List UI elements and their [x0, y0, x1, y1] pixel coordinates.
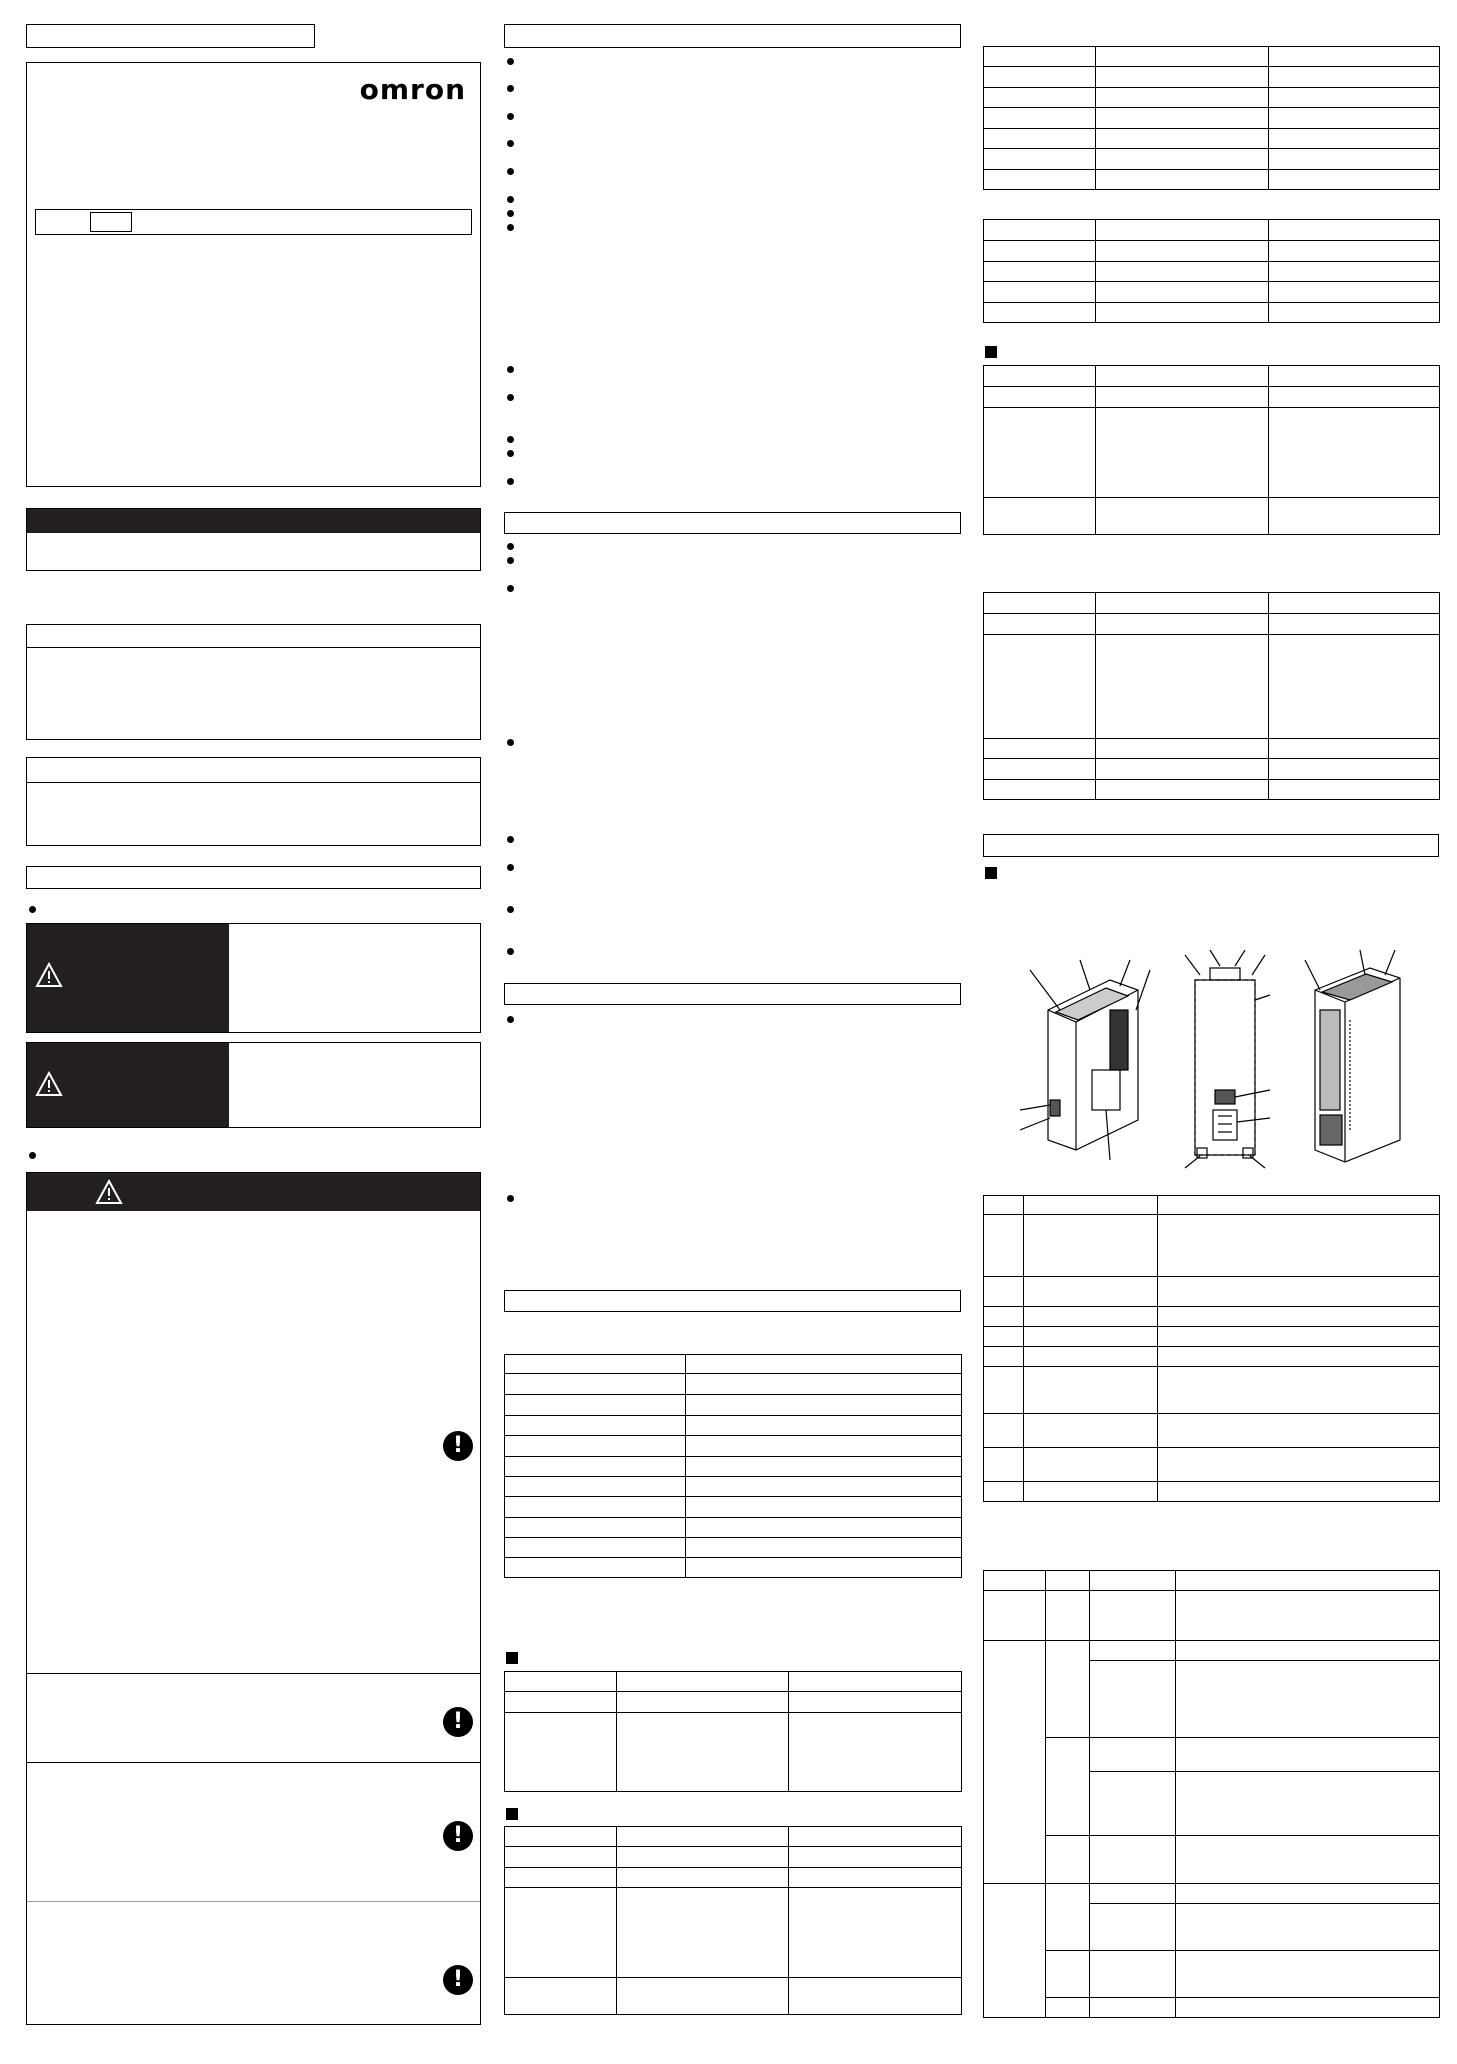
mandatory-action-icon: ! [443, 1431, 473, 1461]
table-cell [1090, 1884, 1176, 1904]
table-cell [505, 1395, 686, 1416]
table-cell [617, 1888, 789, 1978]
table-cell [1024, 1277, 1158, 1307]
table-cell [1096, 408, 1269, 498]
table-cell [984, 170, 1096, 190]
table-cell [505, 1497, 686, 1518]
table-cell [1269, 108, 1440, 129]
table-cell [984, 1307, 1024, 1327]
table-cell [505, 1692, 617, 1713]
table-cell [1269, 88, 1440, 108]
table-cell [1269, 593, 1440, 614]
table-cell [1024, 1482, 1158, 1502]
table-cell [1269, 129, 1440, 149]
table-cell [789, 1827, 962, 1847]
warning-triangle-icon [35, 962, 63, 988]
unit-illustrations [1020, 950, 1440, 1170]
table-cell [1269, 635, 1440, 739]
table-cell [1090, 1591, 1176, 1641]
caution-label-panel [27, 1043, 229, 1127]
table-cell [1046, 1951, 1090, 1998]
table-cell [984, 739, 1096, 759]
table-cell [984, 303, 1096, 323]
right-table-3 [983, 365, 1440, 535]
table-cell [984, 47, 1096, 67]
bullet-icon [507, 585, 514, 592]
table-cell [1158, 1215, 1440, 1277]
table-cell [505, 1374, 686, 1395]
table-cell [1269, 366, 1440, 387]
table-cell [1158, 1307, 1440, 1327]
table-cell [1046, 1571, 1090, 1591]
table-cell [1096, 387, 1269, 408]
bullet-icon [507, 140, 514, 147]
table-cell [1024, 1327, 1158, 1347]
table-cell [1024, 1448, 1158, 1482]
table-cell [1046, 1738, 1090, 1836]
table-cell [1090, 1836, 1176, 1884]
table-cell [984, 759, 1096, 780]
table-cell [984, 1591, 1046, 1641]
bullet-icon [507, 224, 514, 231]
table-cell [1158, 1196, 1440, 1215]
table-cell [617, 1692, 789, 1713]
table-cell [686, 1374, 962, 1395]
bullet-icon [507, 210, 514, 217]
table-cell [1096, 614, 1269, 635]
bullet-icon [507, 1195, 514, 1202]
bullet-icon [507, 450, 514, 457]
warning-section-banner [27, 1173, 480, 1211]
table-cell [1158, 1347, 1440, 1367]
table-cell [1096, 780, 1269, 800]
mid-heading-box-1 [504, 24, 961, 48]
table-cell [984, 67, 1096, 88]
table-cell [1269, 303, 1440, 323]
table-cell [1096, 366, 1269, 387]
bullet-icon [507, 394, 514, 401]
table-cell [1096, 739, 1269, 759]
bullet-icon [507, 113, 514, 120]
table-cell [984, 614, 1096, 635]
table-cell [984, 498, 1096, 535]
parts-names-table [983, 1195, 1440, 1502]
table-cell [984, 780, 1096, 800]
table-cell [505, 1978, 617, 2015]
caution-definition-box [26, 1042, 481, 1128]
table-cell [1269, 282, 1440, 303]
table-cell [617, 1827, 789, 1847]
bullet-icon [507, 1016, 514, 1023]
table-cell [1090, 1661, 1176, 1738]
table-cell [1158, 1277, 1440, 1307]
bullet-icon [507, 366, 514, 373]
table-cell [984, 1215, 1024, 1277]
table-cell [505, 1888, 617, 1978]
table-cell [984, 635, 1096, 739]
general-specifications-table [504, 1354, 962, 1578]
right-table-1 [983, 46, 1440, 190]
precautions-heading-box [26, 866, 481, 889]
mandatory-action-icon: ! [443, 1965, 473, 1995]
table-cell [1090, 1998, 1176, 2018]
spec-table-b [504, 1826, 962, 2015]
table-cell [984, 1641, 1046, 1884]
table-cell [984, 282, 1096, 303]
table-cell [1046, 1641, 1090, 1738]
table-cell [984, 366, 1096, 387]
table-cell [984, 1482, 1024, 1502]
table-cell [505, 1457, 686, 1477]
bullet-icon [507, 85, 514, 92]
table-cell [505, 1672, 617, 1692]
table-cell [789, 1713, 962, 1792]
table-cell [984, 593, 1096, 614]
section-square-icon [506, 1808, 518, 1820]
table-cell [1096, 170, 1269, 190]
table-cell [1158, 1367, 1440, 1414]
table-cell [984, 1448, 1024, 1482]
warning-divider [27, 1673, 480, 1674]
table-cell [686, 1518, 962, 1538]
table-cell [1269, 262, 1440, 282]
table-cell [1176, 1772, 1440, 1836]
table-cell [789, 1847, 962, 1868]
table-cell [1158, 1414, 1440, 1448]
right-table-4 [983, 592, 1440, 800]
table-cell [1096, 262, 1269, 282]
table-cell [1269, 498, 1440, 535]
table-cell [686, 1436, 962, 1457]
notice-box [26, 508, 481, 571]
table-cell [1024, 1414, 1158, 1448]
table-cell [1269, 149, 1440, 170]
section-box-2-divider [27, 782, 480, 783]
table-cell [617, 1672, 789, 1692]
mandatory-action-icon: ! [443, 1707, 473, 1737]
notice-banner [27, 509, 480, 533]
table-cell [1096, 129, 1269, 149]
table-cell [1176, 1738, 1440, 1772]
table-cell [1090, 1904, 1176, 1951]
right-table-2 [983, 219, 1440, 323]
table-cell [1024, 1367, 1158, 1414]
table-cell [1096, 241, 1269, 262]
bullet-icon [507, 739, 514, 746]
table-cell [984, 108, 1096, 129]
table-cell [1096, 88, 1269, 108]
table-cell [1090, 1571, 1176, 1591]
table-cell [686, 1538, 962, 1558]
table-cell [505, 1518, 686, 1538]
bullet-icon [29, 1152, 36, 1159]
specifications-heading-box [504, 1290, 961, 1312]
bullet-icon [507, 906, 514, 913]
model-number-box [90, 212, 132, 232]
table-cell [505, 1355, 686, 1374]
table-cell [1096, 108, 1269, 129]
table-cell [1096, 67, 1269, 88]
table-cell [1176, 1571, 1440, 1591]
table-cell [1096, 635, 1269, 739]
table-cell [1096, 149, 1269, 170]
bullet-icon [507, 557, 514, 564]
table-cell [984, 1571, 1046, 1591]
section-box-2 [26, 757, 481, 846]
right-heading-box [983, 834, 1439, 857]
bullet-icon [507, 948, 514, 955]
table-cell [789, 1978, 962, 2015]
warning-divider [27, 1762, 480, 1763]
mid-heading-box-2 [504, 512, 961, 534]
table-cell [1024, 1196, 1158, 1215]
unit-open-view [1305, 950, 1400, 1162]
table-cell [1269, 759, 1440, 780]
indicator-table [983, 1570, 1440, 2018]
table-cell [789, 1672, 962, 1692]
bullet-icon [507, 436, 514, 443]
mandatory-action-icon: ! [443, 1821, 473, 1851]
table-cell [1269, 67, 1440, 88]
table-cell [505, 1477, 686, 1497]
table-cell [505, 1713, 617, 1792]
table-cell [984, 88, 1096, 108]
table-cell [1096, 303, 1269, 323]
table-cell [505, 1827, 617, 1847]
table-cell [686, 1416, 962, 1436]
section-box-1-divider [27, 647, 480, 648]
table-cell [1046, 1884, 1090, 1951]
table-cell [789, 1868, 962, 1888]
table-cell [1024, 1347, 1158, 1367]
table-cell [1096, 220, 1269, 241]
table-cell [984, 1367, 1024, 1414]
table-cell [984, 1347, 1024, 1367]
table-cell [1176, 1884, 1440, 1904]
table-cell [1269, 387, 1440, 408]
section-square-icon [506, 1652, 518, 1664]
table-cell [984, 1327, 1024, 1347]
table-cell [1096, 47, 1269, 67]
table-cell [789, 1692, 962, 1713]
table-cell [1158, 1448, 1440, 1482]
table-cell [1176, 1591, 1440, 1641]
section-square-icon [985, 346, 997, 358]
table-cell [1269, 408, 1440, 498]
caution-triangle-icon [35, 1071, 63, 1097]
table-cell [1024, 1215, 1158, 1277]
bullet-icon [507, 168, 514, 175]
table-cell [505, 1847, 617, 1868]
bullet-icon [29, 906, 36, 913]
table-cell [1046, 1998, 1090, 2018]
table-cell [1090, 1772, 1176, 1836]
unit-plan-view [1185, 950, 1270, 1168]
table-cell [1096, 282, 1269, 303]
table-cell [505, 1558, 686, 1578]
table-cell [1269, 220, 1440, 241]
table-cell [984, 387, 1096, 408]
table-cell [686, 1355, 962, 1374]
table-cell [1158, 1482, 1440, 1502]
unit-front-view [1020, 960, 1150, 1160]
section-square-icon [985, 867, 997, 879]
spec-table-a [504, 1671, 962, 1792]
table-cell [686, 1395, 962, 1416]
table-cell [789, 1888, 962, 1978]
table-cell [984, 408, 1096, 498]
table-cell [1096, 498, 1269, 535]
table-cell [984, 1277, 1024, 1307]
bullet-icon [507, 864, 514, 871]
table-cell [1176, 1661, 1440, 1738]
table-cell [617, 1978, 789, 2015]
doc-title-box [26, 24, 315, 48]
table-cell [617, 1847, 789, 1868]
omron-logo: omron [359, 73, 466, 106]
mid-heading-box-3 [504, 983, 961, 1005]
table-cell [984, 1884, 1046, 2018]
warning-definition-box [26, 923, 481, 1033]
table-cell [686, 1457, 962, 1477]
table-cell [1269, 780, 1440, 800]
warning-divider [27, 1901, 480, 1902]
table-cell [984, 220, 1096, 241]
table-cell [686, 1477, 962, 1497]
table-cell [505, 1436, 686, 1457]
bullet-icon [507, 478, 514, 485]
table-cell [1158, 1327, 1440, 1347]
table-cell [1176, 1951, 1440, 1998]
table-cell [1024, 1307, 1158, 1327]
table-cell [1176, 1904, 1440, 1951]
table-cell [984, 262, 1096, 282]
bullet-icon [507, 836, 514, 843]
table-cell [1269, 739, 1440, 759]
table-cell [1090, 1641, 1176, 1661]
table-cell [686, 1558, 962, 1578]
table-cell [1096, 593, 1269, 614]
table-cell [1176, 1641, 1440, 1661]
bullet-icon [507, 543, 514, 550]
table-cell [1090, 1738, 1176, 1772]
table-cell [617, 1868, 789, 1888]
table-cell [505, 1416, 686, 1436]
table-cell [984, 149, 1096, 170]
model-number-row [35, 209, 472, 235]
table-cell [1046, 1591, 1090, 1641]
warning-label-panel [27, 924, 229, 1032]
table-cell [1269, 241, 1440, 262]
bullet-icon [507, 196, 514, 203]
table-cell [686, 1497, 962, 1518]
table-cell [984, 1414, 1024, 1448]
table-cell [505, 1538, 686, 1558]
section-box-1 [26, 624, 481, 740]
warning-section-box [26, 1172, 481, 2025]
warning-triangle-icon [95, 1179, 123, 1205]
table-cell [1046, 1836, 1090, 1884]
table-cell [1090, 1951, 1176, 1998]
table-cell [505, 1868, 617, 1888]
table-cell [1269, 47, 1440, 67]
bullet-icon [507, 58, 514, 65]
table-cell [1176, 1836, 1440, 1884]
table-cell [984, 241, 1096, 262]
table-cell [1269, 170, 1440, 190]
table-cell [984, 1196, 1024, 1215]
table-cell [1096, 759, 1269, 780]
table-cell [1269, 614, 1440, 635]
table-cell [984, 129, 1096, 149]
cover-frame [26, 62, 481, 487]
table-cell [1176, 1998, 1440, 2018]
table-cell [617, 1713, 789, 1792]
